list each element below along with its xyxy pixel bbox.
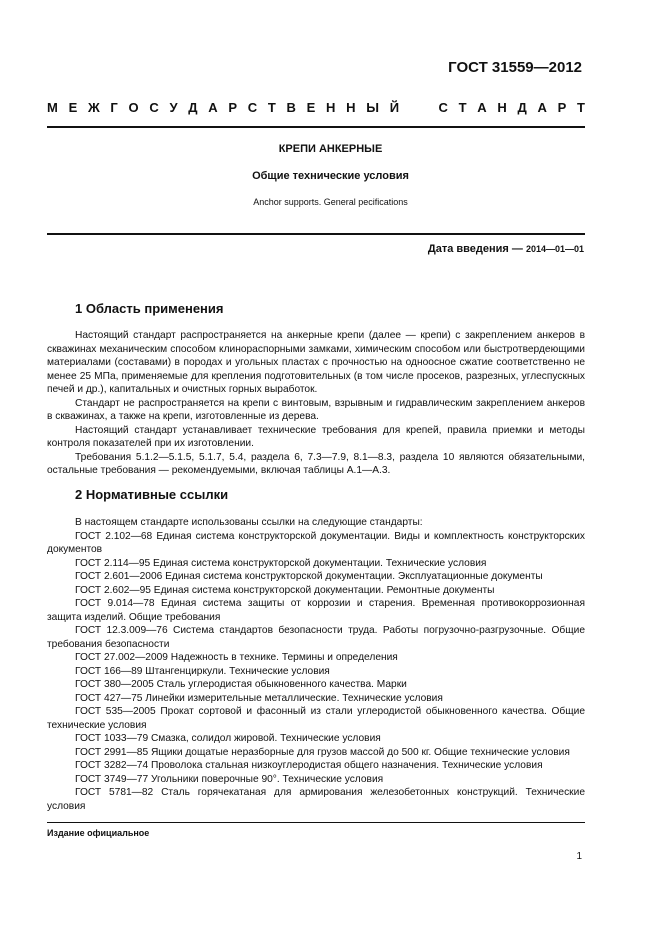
edition-note: Издание официальное [47, 828, 150, 838]
banner-letter: Н [497, 100, 507, 115]
title-rule [47, 233, 585, 235]
reference-item: ГОСТ 2.602—95 Единая система конструкторской документации. Ремонтные документы [75, 584, 495, 596]
interstate-standard-banner [47, 100, 585, 115]
reference-item: ГОСТ 12.3.009—76 Система стандартов безопасности труда. Работы погрузочно-разгрузочные. Общие требования безопасности [47, 625, 585, 650]
banner-letter: Е [306, 100, 316, 115]
introduction-date [428, 243, 584, 255]
section-1-heading: 1 Область применения [75, 301, 224, 316]
banner-letter: У [169, 100, 178, 115]
banner-letter: Т [576, 100, 585, 115]
reference-item: ГОСТ 3749—77 Угольники поверочные 90°. Технические условия [75, 773, 384, 785]
banner-letter [424, 100, 428, 115]
banner-letter: С [247, 100, 258, 115]
reference-item: ГОСТ 2.114—95 Единая система конструкторской документации. Технические условия [75, 557, 487, 569]
document-title: КРЕПИ АНКЕРНЫЕ [278, 143, 383, 155]
banner-letter: А [208, 100, 218, 115]
banner-letter [410, 100, 414, 115]
banner-letter: О [128, 100, 139, 115]
document-code: ГОСТ 31559—2012 [448, 59, 582, 76]
banner-letter: А [537, 100, 547, 115]
banner-letter: С [149, 100, 159, 115]
banner-letter: Т [267, 100, 276, 115]
banner-letter: Ы [366, 100, 379, 115]
banner-letter: Д [188, 100, 198, 115]
paragraph: Требования 5.1.2—5.1.5, 5.1.7, 5.4, раздела 6, 7.3—7.9, 8.1—8.3, раздела 10 являются обязательными, остальные требования — рекомендуемыми, включая таблицы А.1—А.3. [47, 451, 585, 476]
banner-letter: Т [458, 100, 467, 115]
paragraph: В настоящем стандарте использованы ссылки на следующие стандарты: [75, 517, 423, 528]
reference-item: ГОСТ 3282—74 Проволока стальная низкоуглеродистая общего назначения. Технические условия [75, 760, 543, 771]
banner-letter: А [477, 100, 487, 115]
banner-letter: Р [557, 100, 567, 115]
paragraph: Настоящий стандарт устанавливает технические требования для крепей, правила приемки и методы контроля показателей при их изготовлении. [47, 424, 585, 449]
banner-letter: Г [110, 100, 118, 115]
document-title-english: Anchor supports. General pecifications [253, 197, 408, 207]
introduction-date-label: Дата введения — [427, 243, 526, 255]
reference-item: ГОСТ 2991—85 Ящики дощатые неразборные для грузов массой до 500 кг. Общие технические условия [75, 746, 570, 758]
banner-letter: Н [326, 100, 336, 115]
section-1-body [47, 329, 585, 478]
banner-letter: С [438, 100, 448, 115]
banner-letter: Ж [87, 100, 100, 115]
banner-letter: Н [346, 100, 356, 115]
header-rule [47, 126, 585, 128]
banner-letter: Е [68, 100, 78, 115]
reference-item: ГОСТ 535—2005 Прокат сортовой и фасонный из стали углеродистой обыкновенного качества. Общие технические условия [47, 706, 585, 731]
banner-letter: Д [517, 100, 527, 115]
reference-item: ГОСТ 27.002—2009 Надежность в технике. Термины и определения [75, 652, 398, 663]
footer-rule [47, 822, 585, 823]
reference-item: ГОСТ 5781—82 Сталь горячекатаная для армирования железобетонных конструкций. Технические условия [47, 787, 585, 812]
section-2-heading: 2 Нормативные ссылки [75, 487, 229, 502]
reference-item: ГОСТ 1033—79 Смазка, солидол жировой. Технические условия [75, 733, 381, 744]
page-number: 1 [576, 851, 582, 862]
document-subtitle: Общие технические условия [252, 170, 409, 182]
introduction-date-value: 2014—01—01 [525, 244, 584, 254]
banner-letter: Й [389, 100, 400, 115]
reference-item: ГОСТ 427—75 Линейки измерительные металлические. Технические условия [75, 692, 443, 704]
reference-item: ГОСТ 2.102—68 Единая система конструкторской документации. Виды и комплектность конструкторских документов [47, 530, 585, 555]
banner-letter: В [286, 100, 296, 115]
banner-letter: М [47, 100, 58, 115]
reference-item: ГОСТ 2.601—2006 Единая система конструкторской документации. Эксплуатационные документы [75, 571, 543, 582]
reference-item: ГОСТ 166—89 Штангенциркули. Технические условия [75, 665, 330, 677]
reference-item: ГОСТ 380—2005 Сталь углеродистая обыкновенного качества. Марки [75, 679, 407, 690]
paragraph: Настоящий стандарт распространяется на анкерные крепи (далее — крепи) с закреплением анкеров в скважинах механическим способом клинораспорными замками, химическим способом или быстротвердеющими материалами (составами) в породах и угольных пластах с прочностью на одноосное сжатие соответственно не менее 25 МПа, применяемые для крепления подготовительных (в том числе просеков, разрезных, углеспускных печей и др.), капитальных и очистных горных выработок. [47, 330, 585, 395]
reference-item: ГОСТ 9.014—78 Единая система защиты от коррозии и старения. Временная противокоррозионная защита изделий. Общие требования [47, 598, 585, 623]
banner-letter: Р [228, 100, 238, 115]
paragraph: Стандарт не распространяется на крепи с винтовым, взрывным и гидравлическим закреплением анкеров в скважинах, а также на крепи, изготовленные из дерева. [47, 397, 585, 422]
section-2-body [47, 516, 585, 813]
